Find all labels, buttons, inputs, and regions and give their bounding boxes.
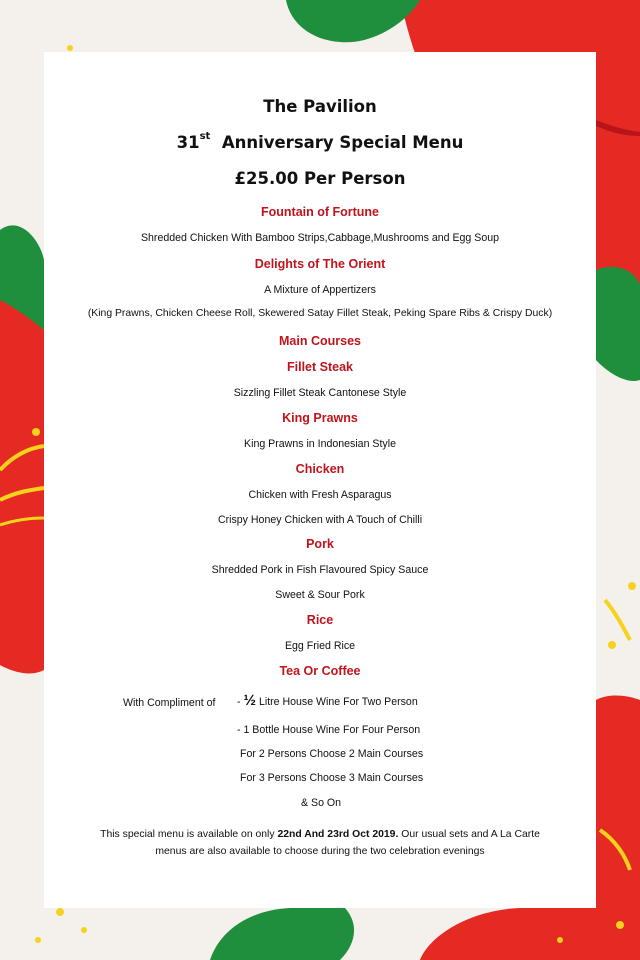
section-heading-rice: Rice <box>306 613 334 627</box>
anniversary-number: 31 <box>176 133 200 152</box>
so-on-note: & So On <box>301 797 342 809</box>
section-heading-delights: Delights of The Orient <box>254 257 386 271</box>
compliment-bottle: - 1 Bottle House Wine For Four Person <box>237 724 421 736</box>
menu-item: King Prawns in Indonesian Style <box>244 438 396 450</box>
availability-note-line2: menus are also available to choose during the two celebration evenings <box>155 846 485 857</box>
three-persons-note: For 3 Persons Choose 3 Main Courses <box>240 772 424 784</box>
section-heading-pork: Pork <box>306 537 334 551</box>
menu-item: A Mixture of Appertizers <box>264 284 376 296</box>
availability-note-line1: This special menu is available on only 22nd And 23rd Oct 2019. Our usual sets and A La Carte <box>100 829 540 840</box>
compliment-wine-half: - ½ Litre House Wine For Two Person <box>237 692 418 709</box>
menu-item: Shredded Chicken With Bamboo Strips,Cabbage,Mushrooms and Egg Soup <box>140 232 500 244</box>
menu-item: Egg Fried Rice <box>284 640 356 652</box>
menu-item: Shredded Pork in Fish Flavoured Spicy Sauce <box>211 564 429 576</box>
half-symbol: ½ <box>243 692 256 709</box>
compliment-label: With Compliment of <box>123 697 216 709</box>
menu-item: Crispy Honey Chicken with A Touch of Chilli <box>217 514 423 526</box>
section-heading-fountain: Fountain of Fortune <box>260 205 380 219</box>
section-heading-fillet: Fillet Steak <box>287 360 353 374</box>
section-heading-chicken: Chicken <box>295 462 345 476</box>
anniversary-suffix: st <box>199 131 211 142</box>
menu-card <box>44 52 596 908</box>
menu-item: Chicken with Fresh Asparagus <box>248 489 392 501</box>
price: £25.00 Per Person <box>234 169 406 188</box>
two-persons-note: For 2 Persons Choose 2 Main Courses <box>240 748 424 760</box>
date-22nd: 22nd <box>277 829 302 840</box>
menu-item-detail: (King Prawns, Chicken Cheese Roll, Skewered Satay Fillet Steak, Peking Spare Ribs & Crispy Duck) <box>87 308 553 319</box>
section-heading-main-courses: Main Courses <box>279 334 361 348</box>
date-23rd: And 23rd Oct 2019. <box>301 829 399 840</box>
restaurant-name: The Pavilion <box>263 97 377 116</box>
menu-item: Sizzling Fillet Steak Cantonese Style <box>233 387 407 399</box>
anniversary-text: Anniversary Special Menu <box>221 133 464 152</box>
menu-item: Sweet & Sour Pork <box>275 589 365 601</box>
section-heading-prawns: King Prawns <box>282 411 358 425</box>
anniversary-title <box>44 133 596 152</box>
section-heading-tea: Tea Or Coffee <box>279 664 361 678</box>
